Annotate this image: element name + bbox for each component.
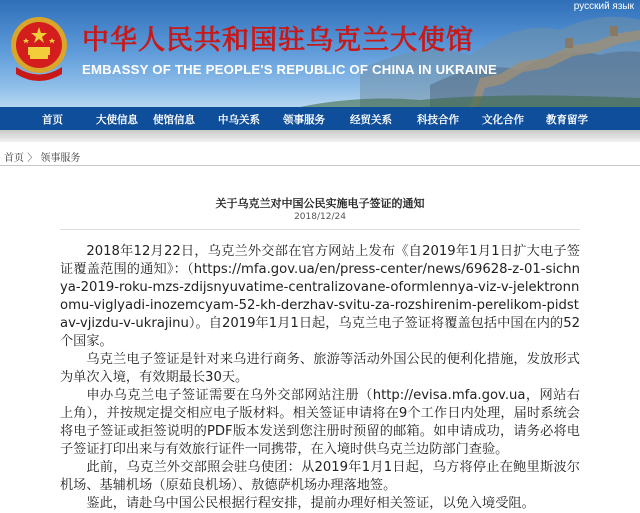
nav-item-science[interactable]: 科技合作 [417, 114, 459, 126]
nav-item-education[interactable]: 教育留学 [546, 114, 588, 126]
article-paragraph: 鉴此，请赴乌中国公民根据行程安排，提前办理好相关签证，以免入境受阻。 [86, 496, 535, 511]
language-link-russian[interactable]: русский язык [573, 1, 634, 12]
national-emblem-icon [8, 12, 70, 88]
article-paragraph: 乌克兰电子签证是针对来乌进行商务、旅游等活动外国公民的便利化措施，发放形式为单次入境，有效期最长30天。 [60, 352, 580, 385]
article-paragraph: 2018年12月22日，乌克兰外交部在官方网站上发布《自2019年1月1日扩大电子签证覆盖范围的通知》：（https://mfa.gov.ua/en/press-center/news/69628-z-01-sichnya-2019-roku-mzs-zdijsnyuvatime-centralizovane-oformlennya-viz-v-jelektronnomu-viglyadi-inozemcyam-52-kh-derzhav-svitu-za-rozshirenim-perelikom-pidstav-vjizdu-v-ukrajinu）。自2019年1月1日起，乌克兰电子签证将覆盖包括中国在内的52个国家。 [60, 244, 580, 349]
nav-item-trade[interactable]: 经贸关系 [350, 114, 392, 126]
article-body [60, 243, 580, 513]
breadcrumb [4, 149, 80, 164]
nav-item-consular[interactable]: 领事服务 [283, 114, 325, 126]
nav-item-relations[interactable]: 中乌关系 [218, 114, 260, 126]
article-title: 关于乌克兰对中国公民实施电子签证的通知 [215, 197, 425, 210]
site-header [0, 0, 640, 107]
article-paragraph: 申办乌克兰电子签证需要在乌外交部网站注册（http://evisa.mfa.gov.ua，网站右上角），并按规定提交相应电子版材料。相关签证申请将在9个工作日内处理，届时系统会将电子签证或拒签说明的PDF版本发送到您注册时预留的邮箱。如申请成功，请务必将电子签证打印出来与有效旅行证件一同携带，在入境时供乌克兰边防部门查验。 [60, 388, 580, 457]
breadcrumb-divider [0, 165, 640, 166]
article-paragraph: 此前，乌克兰外交部照会驻乌使团：从2019年1月1日起，乌方将停止在鲍里斯波尔机场、基辅机场（原茹良机场）、敖德萨机场办理落地签。 [60, 460, 580, 493]
breadcrumb-separator: 〉 [27, 153, 38, 164]
nav-item-culture[interactable]: 文化合作 [482, 114, 524, 126]
article-date: 2018/12/24 [294, 212, 346, 222]
nav-item-embassy[interactable]: 使馆信息 [153, 114, 195, 126]
site-title-english: EMBASSY OF THE PEOPLE'S REPUBLIC OF CHINA IN UKRAINE [82, 62, 498, 77]
breadcrumb-home-link[interactable]: 首页 [4, 153, 24, 164]
breadcrumb-current[interactable]: 领事服务 [40, 153, 81, 164]
nav-shadow-divider [0, 130, 640, 142]
nav-item-home[interactable]: 首页 [42, 114, 63, 126]
article-title-divider [60, 229, 580, 230]
site-title-chinese: 中华人民共和国驻乌克兰大使馆 [82, 25, 474, 56]
main-navigation [0, 107, 640, 130]
nav-item-ambassador[interactable]: 大使信息 [96, 114, 138, 126]
